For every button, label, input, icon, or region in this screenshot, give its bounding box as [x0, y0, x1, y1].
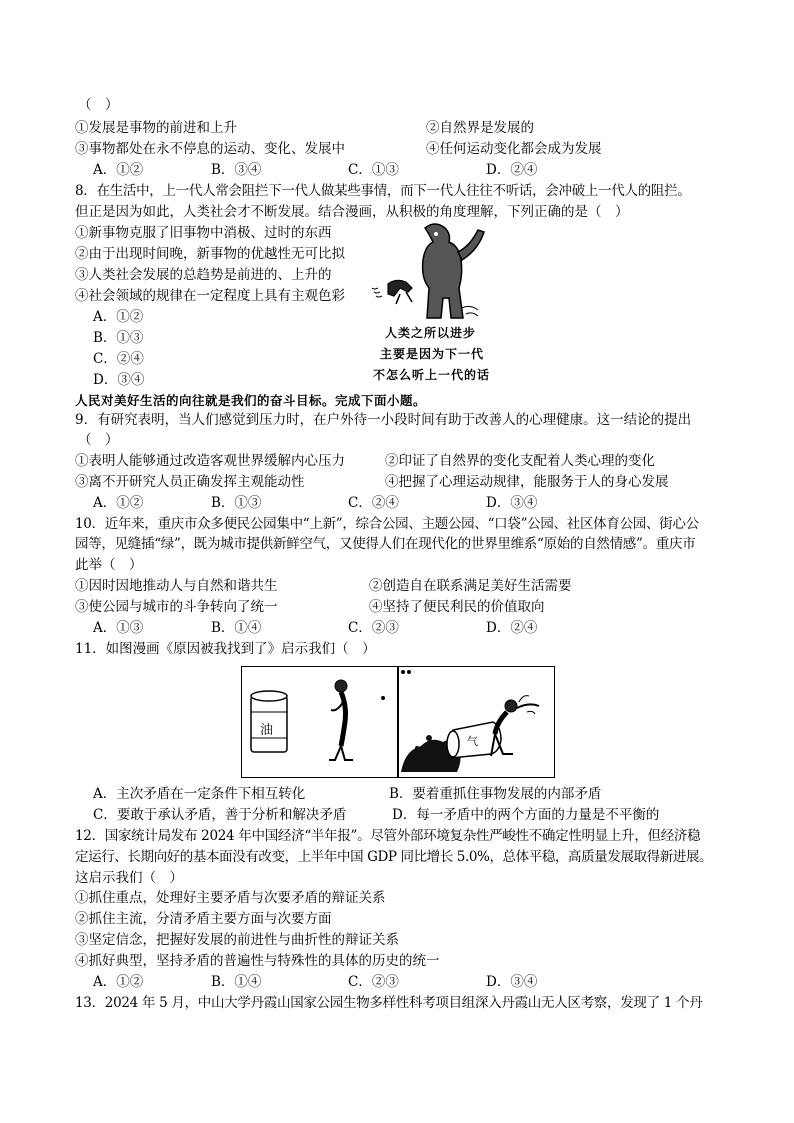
q9-choice-b: B．①③	[211, 495, 262, 511]
q12-option-2: ②抓住主流，分清矛盾主要方面与次要方面	[75, 911, 332, 927]
q8-cartoon-illustration	[370, 218, 500, 323]
q10-choice-d: D．②④	[486, 620, 538, 636]
q10-option-1: ①因时因地推动人与自然和谐共生	[75, 578, 278, 594]
q11-choice-b: B．要着重抓住事物发展的内部矛盾	[389, 786, 602, 802]
section-note: 人民对美好生活的向往就是我们的奋斗目标。完成下面小题。	[75, 393, 427, 408]
q8-choice-c: C．②④	[93, 351, 144, 367]
q12-choice-d: D．③④	[486, 974, 538, 990]
q7-choice-b: B．③④	[211, 162, 262, 178]
q9-stem-line1: 9．有研究表明，当人们感觉到压力时，在户外待一小段时间有助于改善人的心理健康。这一结论的提出	[75, 412, 692, 428]
q10-choice-a: A．①③	[93, 620, 144, 636]
q7-choice-a: A．①②	[93, 162, 144, 178]
q7-paren: （ ）	[78, 97, 119, 113]
q10-stem-line1: 10．近年来，重庆市众多便民公园集中“上新”，综合公园、主题公园、“口袋”公园、社区体育公园、街心公	[75, 516, 699, 532]
q11-choice-a: A．主次矛盾在一定条件下相互转化	[93, 786, 306, 802]
q9-paren: （ ）	[78, 432, 119, 448]
q10-choice-c: C．②③	[348, 620, 399, 636]
q13-stem-line1: 13．2024 年 5 月，中山大学丹霞山国家公园生物多样性科考项目组深入丹霞山无人区考察，发现了 1 个丹	[75, 995, 703, 1011]
q10-option-2: ②创造自在联系满足美好生活需要	[369, 578, 572, 594]
q10-stem-line3: 此举（ ）	[75, 557, 143, 573]
q8-option-4: ④社会领域的规律在一定程度上具有主观色彩	[75, 288, 345, 304]
q11-barrel-label: 油	[260, 723, 274, 738]
q12-choice-a: A．①②	[93, 974, 144, 990]
q12-stem-line1: 12．国家统计局发布 2024 年中国经济“半年报”。尽管外部环境复杂性严峻性不确定性明显上升，但经济稳	[75, 828, 701, 844]
q8-option-3: ③人类社会发展的总趋势是前进的、上升的	[75, 267, 332, 283]
q12-choice-b: B．①④	[211, 974, 262, 990]
q7-option-2: ②自然界是发展的	[426, 120, 534, 136]
q7-option-1: ①发展是事物的前进和上升	[75, 120, 237, 136]
q9-choice-a: A．①②	[93, 495, 144, 511]
q8-choice-d: D．③④	[93, 372, 145, 388]
q11-bottle-label: 气	[467, 735, 478, 748]
q7-choice-d: D．②④	[486, 162, 538, 178]
q9-choice-c: C．②④	[348, 495, 399, 511]
q7-option-4: ④任何运动变化都会成为发展	[426, 141, 602, 157]
q12-option-3: ③坚定信念，把握好发展的前进性与曲折性的辩证关系	[75, 932, 399, 948]
q8-choice-b: B．①③	[93, 330, 144, 346]
q7-option-3: ③事物都处在永不停息的运动、变化、发展中	[75, 141, 345, 157]
q8-option-2: ②由于出现时间晚，新事物的优越性无可比拟	[75, 246, 345, 262]
q11-stem: 11．如图漫画《原因被我找到了》启示我们（ ）	[75, 641, 376, 657]
q12-stem-line3: 这启示我们（ ）	[75, 870, 183, 886]
q11-choice-d: D．每一矛盾中的两个方面的力量是不平衡的	[392, 807, 660, 823]
q8-option-1: ①新事物克服了旧事物中消极、过时的东西	[75, 225, 332, 241]
q10-option-3: ③使公园与城市的斗争转向了统一	[75, 599, 278, 615]
q8-cartoon-caption-2: 主要是因为下一代	[380, 347, 485, 361]
q12-choice-c: C．②③	[348, 974, 399, 990]
q10-option-4: ④坚持了便民利民的价值取向	[369, 599, 545, 615]
q8-cartoon-caption-3: 不怎么听上一代的话	[373, 368, 491, 382]
q8-stem-line1: 8．在生活中，上一代人常会阻拦下一代人做某些事情，而下一代人往往不听话，会冲破上一代人的阻拦。	[75, 183, 691, 199]
q7-choice-c: C．①③	[348, 162, 399, 178]
q9-option-3: ③离不开研究人员正确发挥主观能动性	[75, 474, 305, 490]
q9-option-4: ④把握了心理运动规律，能服务于人的身心发展	[385, 474, 669, 490]
q8-stem-line2: 但正是因为如此，人类社会才不断发展。结合漫画，从积极的角度理解，下列正确的是（ ）	[75, 204, 629, 220]
q10-choice-b: B．①④	[211, 620, 262, 636]
q12-stem-line2: 定运行、长期向好的基本面没有改变，上半年中国 GDP 同比增长 5.0%，总体平稳，高质量发展取得新进展。	[75, 849, 713, 865]
q12-option-4: ④抓好典型，坚持矛盾的普遍性与特殊性的具体的历史的统一	[75, 953, 440, 969]
q11-comic-panel-2	[399, 668, 551, 776]
q8-cartoon-caption-1: 人类之所以进步	[385, 326, 477, 340]
q9-choice-d: D．③④	[486, 495, 538, 511]
q10-stem-line2: 园等，见缝插“绿”，既为城市提供新鲜空气，又使得人们在现代化的世界里维系“原始的自然情感”。重庆市	[75, 536, 696, 552]
q9-option-1: ①表明人能够通过改造客观世界缓解内心压力	[75, 453, 345, 469]
q8-choice-a: A．①②	[93, 309, 144, 325]
q11-choice-c: C．要敢于承认矛盾，善于分析和解决矛盾	[93, 807, 347, 823]
q12-option-1: ①抓住重点，处理好主要矛盾与次要矛盾的辩证关系	[75, 890, 386, 906]
q9-option-2: ②印证了自然界的变化支配着人类心理的变化	[385, 453, 655, 469]
